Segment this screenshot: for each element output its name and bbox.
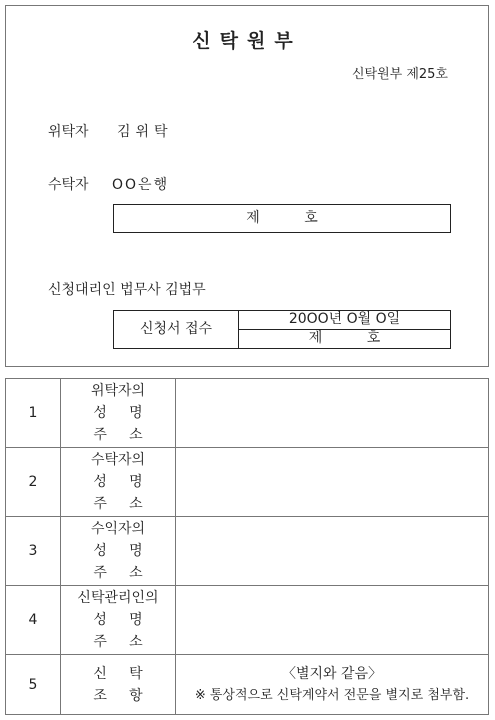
row-label [61,448,176,517]
row-label-line: 위탁자의 [90,383,146,399]
row-label-line: 주 소 [93,634,143,650]
row-label-line: 주 소 [93,565,143,581]
table-row [6,586,489,655]
row-content [176,517,489,586]
row-number: 1 [6,379,61,448]
trust-register-cover [5,5,489,367]
number-box [113,204,451,233]
row-label-line: 신탁관리인의 [77,590,159,606]
table-row [6,517,489,586]
trustee-value: OO은행 [112,177,170,193]
row-content [176,586,489,655]
row-label-line: 성 명 [93,612,143,628]
truster-value: 김위탁 [117,124,173,140]
receipt-number: 제 호 [308,330,381,346]
content-line: 〈별지와 같음〉 [281,665,383,682]
row-label-line: 성 명 [93,543,143,559]
row-label-line: 수익자의 [90,521,146,537]
row-label-line: 수탁자의 [90,452,146,468]
row-label-line: 주 소 [93,427,143,443]
content-line: ※ 통상적으로 신탁계약서 전문을 별지로 첨부함. [194,687,470,703]
row-label-line: 주 소 [93,496,143,512]
row-content [176,655,489,715]
row-content [176,379,489,448]
document-title: 신탁원부 [192,30,302,52]
receipt-box [113,310,451,349]
registry-number: 신탁원부 제25호 [351,67,448,82]
receipt-date: 20OO년 O월 O일 [239,311,450,330]
row-label-line: 조 항 [93,687,143,704]
row-number: 5 [6,655,61,715]
row-label [61,517,176,586]
row-number: 3 [6,517,61,586]
receipt-label: 신청서 접수 [114,311,239,348]
table-row [6,655,489,715]
row-label [61,379,176,448]
row-label-line: 성 명 [93,474,143,490]
row-number: 4 [6,586,61,655]
row-label [61,655,176,715]
filing-agent: 신청대리인 법무사 김법무 [48,282,206,298]
table-row [6,448,489,517]
row-label-line: 신 탁 [93,665,143,682]
number-box-text: 제 호 [246,210,318,226]
row-label [61,586,176,655]
row-content [176,448,489,517]
row-label-line: 성 명 [93,405,143,421]
trust-details-table [5,378,489,715]
table-row [6,379,489,448]
receipt-details [239,311,450,348]
trustee-label: 수탁자 [48,177,89,193]
row-number: 2 [6,448,61,517]
truster-label: 위탁자 [48,124,89,140]
